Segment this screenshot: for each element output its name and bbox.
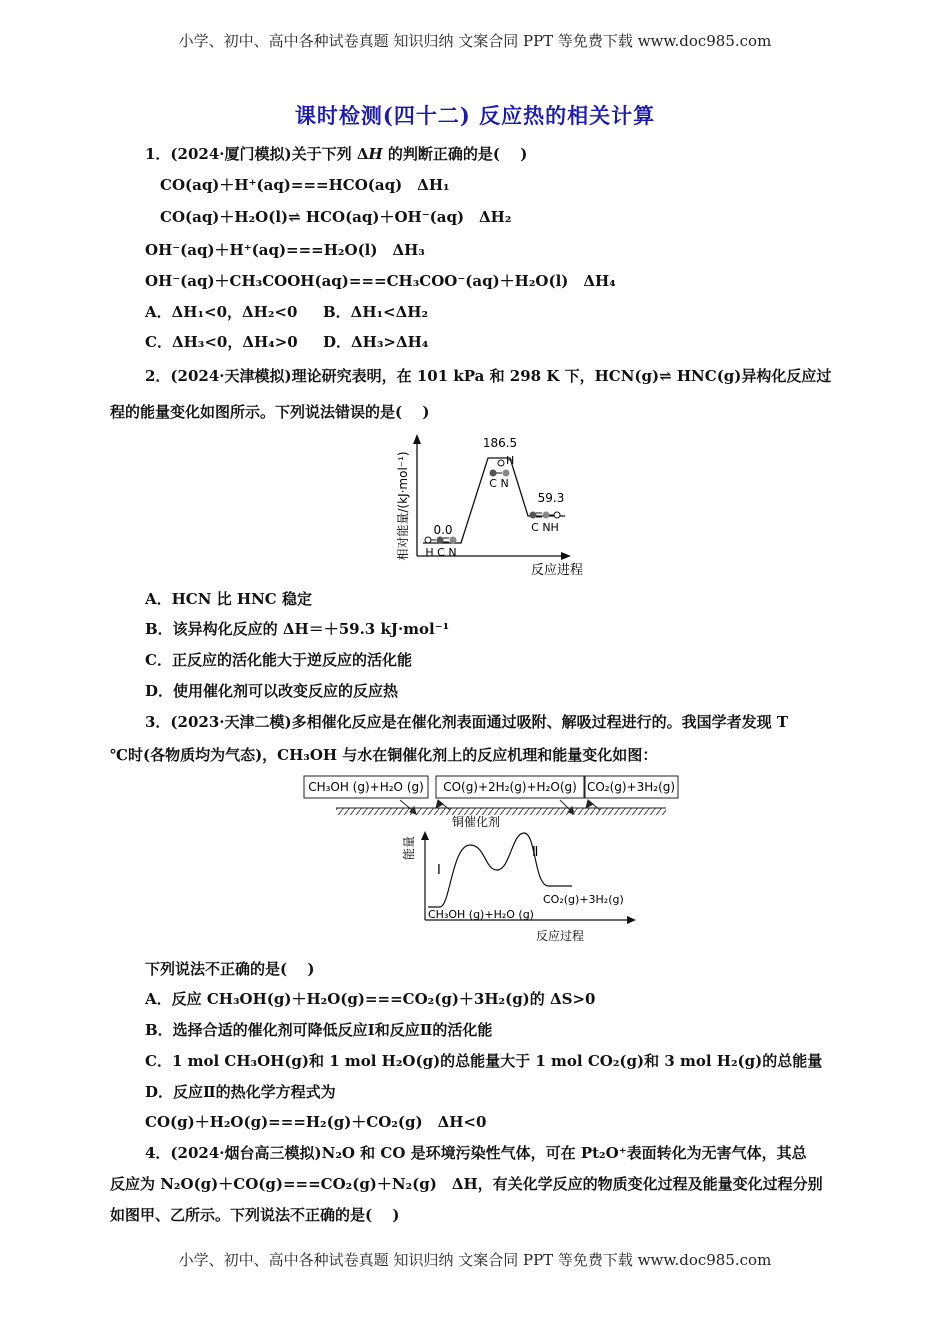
species-label-hnc: C NH (531, 521, 559, 534)
product-label: CO₂(g)+3H₂(g) (543, 893, 624, 906)
q1-eq4: OH⁻(aq)＋CH₃COOH(aq)===CH₃COO⁻(aq)＋H₂O(l) ΔH₄ (145, 272, 616, 290)
box-label-3: CO₂(g)+3H₂(g) (586, 780, 676, 794)
q2-option-b: B．该异构化反应的 ΔH＝＋59.3 kJ·mol⁻¹ (145, 620, 450, 638)
q3-option-a: A．反应 CH₃OH(g)＋H₂O(g)===CO₂(g)＋3H₂(g)的 ΔS>0 (145, 990, 596, 1008)
q3-option-b: B．选择合适的催化剂可降低反应Ⅰ和反应Ⅱ的活化能 (145, 1021, 493, 1039)
catalyst-surface (336, 808, 666, 815)
reactant-label: CH₃OH (g)+H₂O (g) (428, 908, 534, 921)
q3-stem-line1: 3．(2023·天津二模)多相催化反应是在催化剂表面通过吸附、解吸过程进行的。我国学者发现 T (145, 713, 788, 731)
value-label-2: 59.3 (537, 491, 565, 505)
species-label-hcn: H C N (425, 546, 457, 559)
catalyst-label: 铜催化剂 (451, 815, 501, 829)
molecule-hnc (530, 512, 561, 535)
box-label-2: CO(g)+2H₂(g)+H₂O(g) (443, 780, 577, 794)
q3-option-d: D．反应Ⅱ的热化学方程式为 (145, 1083, 336, 1101)
q1-eq1: CO(aq)＋H⁺(aq)===HCO(aq) ΔH₁ (160, 176, 450, 194)
species-label-ts: C N (489, 477, 509, 490)
q3-stem-line2: ℃时(各物质均为气态)，CH₃OH 与水在铜催化剂上的反应机理和能量变化如图： (110, 746, 658, 764)
q1-option-b: B．ΔH₁<ΔH₂ (323, 303, 429, 321)
step-label-1: I (437, 863, 441, 878)
page-footer: 小学、初中、高中各种试卷真题 知识归纳 文案合同 PPT 等免费下载 www.doc985.com (178, 1251, 772, 1269)
ts-h-label: H (506, 454, 515, 467)
energy-x-label: 反应过程 (535, 929, 585, 943)
q2-option-a: A．HCN 比 HNC 稳定 (145, 590, 312, 608)
page-title: 课时检测(四十二) 反应热的相关计算 (294, 103, 656, 128)
value-label-1: 186.5 (482, 436, 518, 450)
energy-y-label: 能量 (402, 835, 416, 861)
molecule-transition-state (489, 454, 514, 490)
q3-question: 下列说法不正确的是( ) (145, 960, 315, 978)
q4-line3: 如图甲、乙所示。下列说法不正确的是( ) (110, 1206, 400, 1224)
q1-option-a: A．ΔH₁<0，ΔH₂<0 (145, 303, 298, 321)
value-label-0: 0.0 (433, 523, 453, 537)
q2-stem-line2: 程的能量变化如图所示。下列说法错误的是( ) (110, 403, 430, 421)
q1-option-d: D．ΔH₃>ΔH₄ (323, 333, 429, 351)
energy-chart (385, 428, 605, 582)
q3-option-c: C．1 mol CH₃OH(g)和 1 mol H₂O(g)的总能量大于 1 mol CO₂(g)和 3 mol H₂(g)的总能量 (145, 1052, 823, 1070)
y-axis-arrow (413, 434, 421, 444)
q1-option-c: C．ΔH₃<0，ΔH₄>0 (145, 333, 298, 351)
q3-equation: CO(g)＋H₂O(g)===H₂(g)＋CO₂(g) ΔH<0 (145, 1113, 487, 1131)
q1-eq2: CO(aq)＋H₂O(l)⇌ HCO(aq)＋OH⁻(aq) ΔH₂ (160, 208, 512, 226)
x-axis-arrow (561, 552, 571, 560)
page-header: 小学、初中、高中各种试卷真题 知识归纳 文案合同 PPT 等免费下载 www.doc985.com (178, 32, 772, 50)
step-label-2: Ⅱ (532, 845, 539, 860)
q4-line1: 4．(2024·烟台高三模拟)N₂O 和 CO 是环境污染性气体，可在 Pt₂O⁺表面转化为无害气体，其总 (145, 1144, 807, 1162)
x-axis-label: 反应进程 (530, 563, 584, 578)
box-label-1: CH₃OH (g)+H₂O (g) (308, 780, 424, 794)
q2-option-d: D．使用催化剂可以改变反应的反应热 (145, 682, 399, 700)
q2-stem-line1: 2．(2024·天津模拟)理论研究表明，在 101 kPa 和 298 K 下，HCN(g)⇌ HNC(g)异构化反应过 (145, 367, 832, 385)
catalysis-figure (300, 770, 700, 948)
molecule-hcn (425, 537, 457, 560)
q1-stem: 1．(2024·厦门模拟)关于下列 ΔH 的判断正确的是( ) (145, 145, 528, 163)
q4-line2: 反应为 N₂O(g)＋CO(g)===CO₂(g)＋N₂(g) ΔH，有关化学反应的物质变化过程及能量变化过程分别 (110, 1175, 823, 1193)
q2-option-c: C．正反应的活化能大于逆反应的活化能 (145, 651, 412, 669)
y-axis-label: 相对能量/(kJ·mol⁻¹) (396, 451, 410, 561)
q1-eq3: OH⁻(aq)＋H⁺(aq)===H₂O(l) ΔH₃ (145, 241, 425, 259)
